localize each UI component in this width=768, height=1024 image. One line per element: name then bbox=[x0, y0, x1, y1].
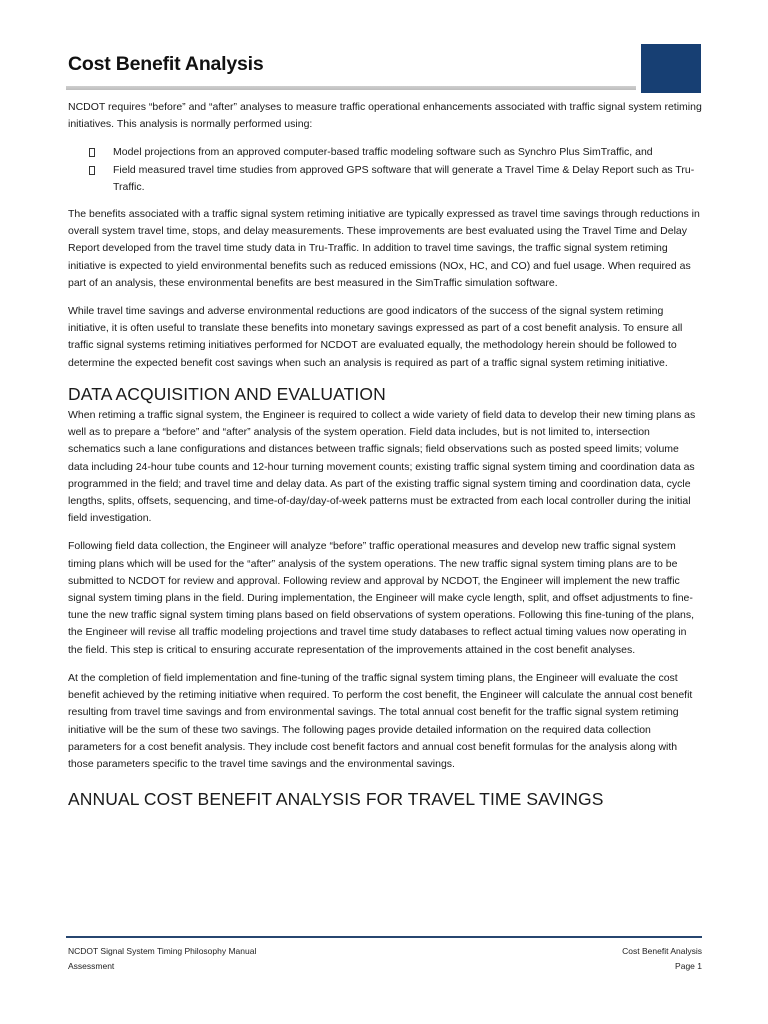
cost-benefit-paragraph: At the completion of field implementation and fine-tuning of the traffic signal system timing plans, the Engineer will evaluate the cost benefit achieved by the retiming initiative when required. To perform the cost benefit, the Engineer will calculate the annual cost benefit resulting from travel time savings and from environmental savings. The total annual cost benefit for the traffic signal system retiming initiative will be the sum of these two savings. The following pages provide detailed information on the required data collection parameters for a cost benefit analysis. They include cost benefit factors and annual cost benefit formulas for the analysis along with those parameters specific to the travel time savings and the environmental savings. bbox=[68, 671, 693, 770]
footer-right bbox=[622, 944, 702, 974]
header-accent-block bbox=[641, 44, 701, 93]
footer-section-name: Assessment bbox=[68, 961, 115, 971]
bullet-box-icon bbox=[89, 166, 95, 175]
data-collection-paragraph: When retiming a traffic signal system, the Engineer is required to collect a wide variety of field data to develop their new timing plans as well as to prepare a “before” and “after” analysis of the system operation. Field data includes, but is not limited to, intersection schematics such a lane configurations and distances between traffic signals; field observations such as posted speed limits; volume data including 24-hour tube counts and 12-hour turning movement counts; existing traffic signal system timing and coordination data as programmed in the field; and travel time and delay data. As part of the existing traffic signal system timing and coordination data, cycle lengths, splits, offsets, sequencing, and time-of-day/day-of-week patterns must be extracted from each local controller during the initial field investigation. bbox=[68, 409, 696, 525]
intro-paragraph: NCDOT requires “before” and “after” analyses to measure traffic operational enhancements associated with traffic signal system retiming initiatives. This analysis is normally performed using: bbox=[68, 101, 702, 131]
list-item bbox=[68, 144, 702, 161]
list-item bbox=[68, 162, 702, 196]
document-body bbox=[68, 99, 702, 812]
footer-chapter-title: Cost Benefit Analysis bbox=[622, 946, 702, 956]
list-item-text: Field measured travel time studies from approved GPS software that will generate a Travel Time & Delay Report such as Tru-Traffic. bbox=[113, 163, 695, 193]
benefits-paragraph: The benefits associated with a traffic signal system retiming initiative are typically expressed as travel time savings through reductions in overall system travel time, stops, and delay measurements. These improvements are best evaluated using the Travel Time and Delay Report developed from the travel time study data in Tru-Traffic. In addition to travel time savings, the traffic signal system retiming initiative is expected to yield environmental benefits such as reduced emissions (NOx, HC, and CO) and fuel usage. When required as part of an analysis, these environmental benefits are best measured in the SimTraffic simulation software. bbox=[68, 208, 700, 289]
timing-plans-paragraph: Following field data collection, the Engineer will analyze “before” traffic operational measures and develop new traffic signal system timing plans which will be used for the “after” analysis of the system operations. The new traffic signal system timing plans are to be submitted to NCDOT for review and approval. Following review and approval by NCDOT, the Engineer will implement the new traffic signal system timing plans in the field. During implementation, the Engineer will make cycle length, split, and offset adjustments to fine-tune the new traffic signal system timing plans based on field observations of system operations. Following this fine-tuning of the plans, the Engineer will revise all traffic modeling projections and travel time study databases to reflect actual timing values now operating in the field. This step is critical to ensuring accurate representation of the improvements attained in the cost benefit analyses. bbox=[68, 540, 695, 656]
footer-rule bbox=[66, 936, 702, 938]
list-item-text: Model projections from an approved computer-based traffic modeling software such as Synchro Plus SimTraffic, and bbox=[113, 146, 653, 159]
footer-manual-title: NCDOT Signal System Timing Philosophy Manual bbox=[68, 946, 257, 956]
section-heading-travel-time-savings: ANNUAL COST BENEFIT ANALYSIS FOR TRAVEL TIME SAVINGS bbox=[68, 789, 604, 810]
page-number: Page 1 bbox=[675, 961, 702, 971]
method-list bbox=[68, 144, 702, 196]
footer-left bbox=[68, 944, 256, 974]
title-underline bbox=[66, 86, 636, 90]
section-heading-data-acquisition: DATA ACQUISITION AND EVALUATION bbox=[68, 383, 386, 404]
bullet-box-icon bbox=[89, 148, 95, 157]
monetary-paragraph: While travel time savings and adverse environmental reductions are good indicators of the success of the signal system retiming initiative, it is often useful to translate these benefits into monetary savings expressed as part of a cost benefit analysis. To ensure all traffic signal systems retiming initiatives performed for NCDOT are evaluated equally, the methodology herein should be followed to determine the expected benefit cost savings when such an analysis is required as part of a traffic signal system retiming initiative. bbox=[68, 305, 683, 369]
page-title: Cost Benefit Analysis bbox=[68, 53, 264, 75]
